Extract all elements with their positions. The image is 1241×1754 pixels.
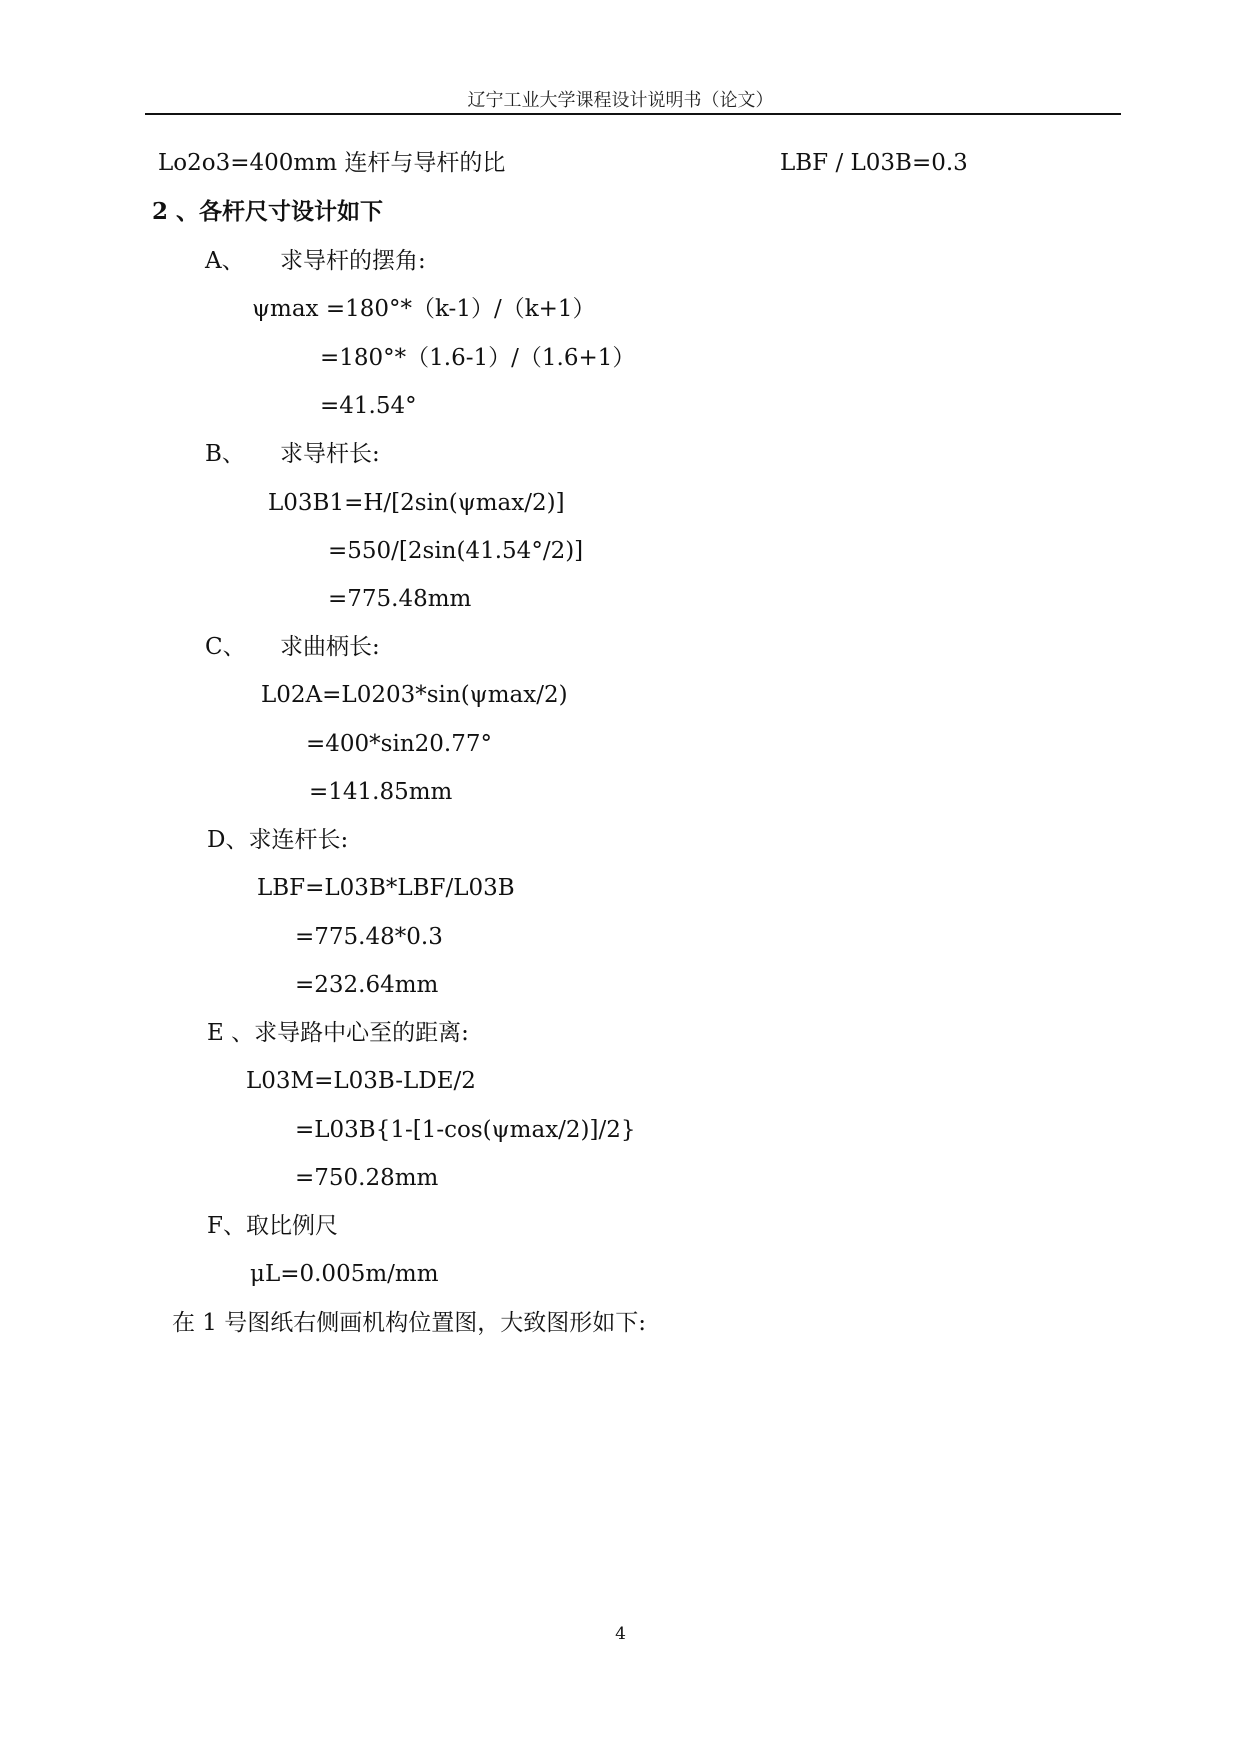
step-a-title: 求导杆的摆角:: [280, 248, 426, 274]
step-c-marker: C、: [205, 634, 246, 660]
step-d-result: =232.64mm: [295, 972, 439, 998]
step-c-title: 求曲柄长:: [280, 634, 380, 660]
step-b-result: =775.48mm: [328, 586, 472, 612]
step-a-marker: A、: [205, 248, 245, 274]
intro-ratio: LBF / L03B=0.3: [780, 150, 968, 176]
step-a-formula-1: ψmax =180°*（k-1）/（k+1）: [252, 296, 596, 322]
step-d-formula-2: =775.48*0.3: [295, 924, 443, 950]
step-f-scale: μL=0.005m/mm: [250, 1261, 439, 1287]
step-b-formula-1: L03B1=H/[2sin(ψmax/2)]: [268, 490, 565, 516]
step-f-title: F、取比例尺: [207, 1213, 338, 1239]
step-c-result: =141.85mm: [309, 779, 453, 805]
section-heading: 2 、各杆尺寸设计如下: [152, 198, 384, 225]
step-d-formula-1: LBF=L03B*LBF/L03B: [257, 875, 515, 901]
step-c-formula-2: =400*sin20.77°: [306, 731, 492, 757]
step-b-marker: B、: [205, 441, 245, 467]
step-e-result: =750.28mm: [295, 1165, 439, 1191]
step-e-formula-2: =L03B{1-[1-cos(ψmax/2)]/2}: [295, 1117, 636, 1143]
step-e-formula-1: L03M=L03B-LDE/2: [246, 1068, 476, 1094]
step-d-title: D、求连杆长:: [207, 827, 349, 853]
step-b-formula-2: =550/[2sin(41.54°/2)]: [328, 538, 584, 564]
step-b-title: 求导杆长:: [280, 441, 380, 467]
step-e-title: E 、求导路中心至的距离:: [207, 1020, 469, 1046]
header-rule: [145, 113, 1121, 115]
step-a-result: =41.54°: [320, 393, 417, 419]
header-title: 辽宁工业大学课程设计说明书（论文）: [467, 90, 774, 111]
step-c-formula-1: L02A=L0203*sin(ψmax/2): [261, 682, 568, 708]
page-number: 4: [615, 1624, 626, 1644]
step-a-formula-2: =180°*（1.6-1）/（1.6+1）: [320, 345, 636, 371]
closing-paragraph: 在 1 号图纸右侧画机构位置图，大致图形如下:: [172, 1310, 647, 1336]
intro-text: Lo2o3=400mm 连杆与导杆的比: [158, 150, 506, 176]
